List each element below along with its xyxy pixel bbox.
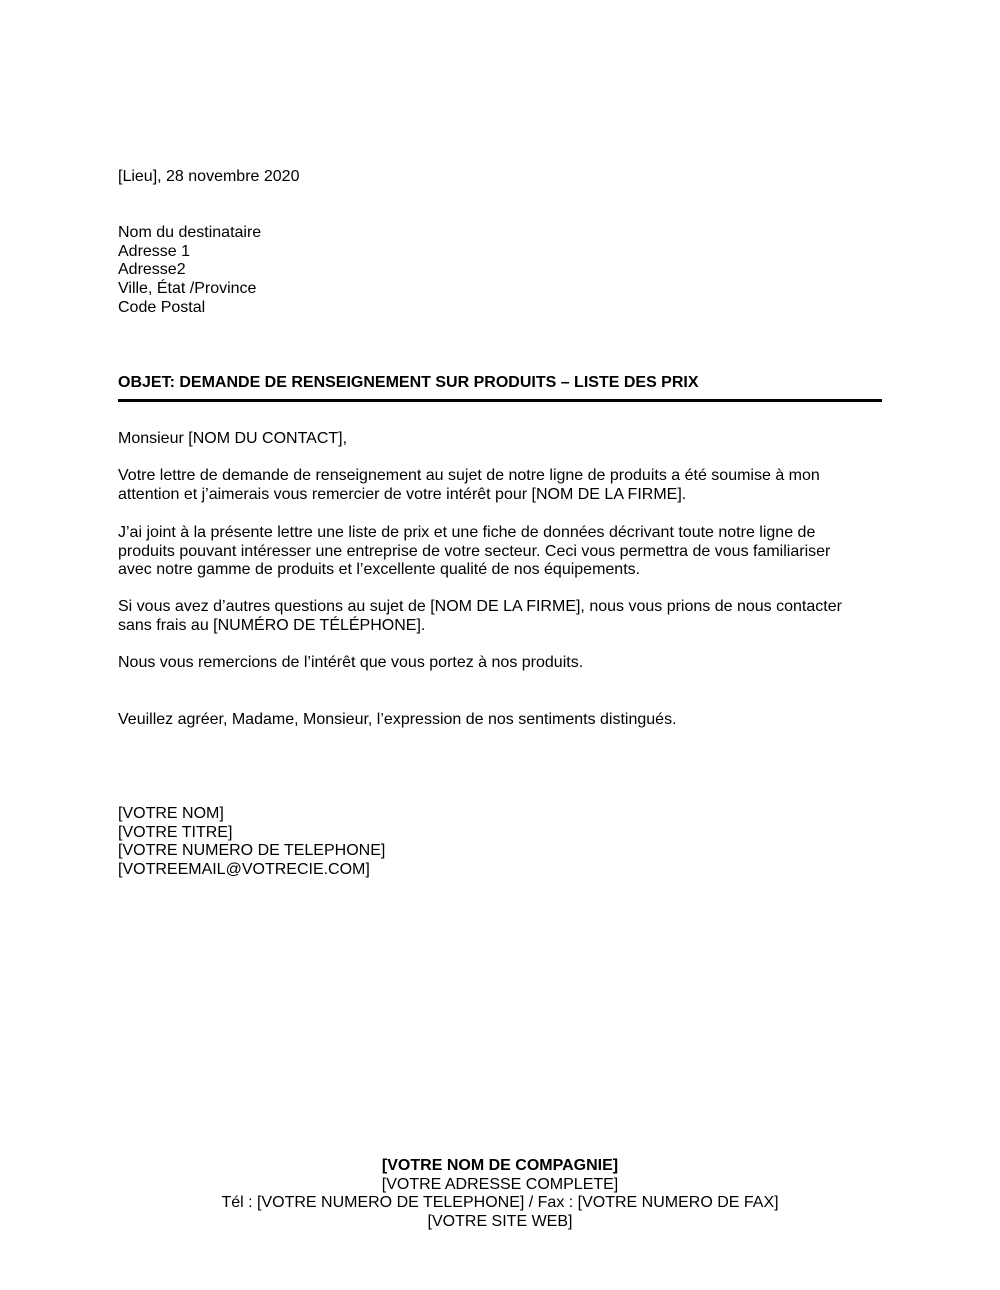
paragraph-line: attention et j’aimerais vous remercier de votre intérêt pour [NOM DE LA FIRME]. xyxy=(118,485,687,503)
subject-line xyxy=(118,374,882,393)
paragraph-line: Nous vous remercions de l’intérêt que vous portez à nos produits. xyxy=(118,654,584,671)
paragraph-4 xyxy=(118,654,882,673)
recipient-name: Nom du destinataire xyxy=(118,224,262,241)
recipient-postal-code: Code Postal xyxy=(118,298,206,316)
signature-title: [VOTRE TITRE] xyxy=(118,823,233,841)
paragraph-2 xyxy=(118,524,882,580)
date-line xyxy=(118,168,882,187)
signature-block xyxy=(118,805,882,880)
recipient-address-block xyxy=(118,224,882,318)
signature-name: [VOTRE NOM] xyxy=(118,805,224,822)
paragraph-1 xyxy=(118,467,882,504)
recipient-address-1: Adresse 1 xyxy=(118,242,191,260)
paragraph-line: J’ai joint à la présente lettre une liste de prix et une fiche de données décrivant toute notre ligne de xyxy=(118,524,816,541)
paragraph-line: Votre lettre de demande de renseignement au sujet de notre ligne de produits a été soumise à mon xyxy=(118,467,820,484)
footer-address: [VOTRE ADRESSE COMPLETE] xyxy=(381,1175,619,1193)
subject-divider xyxy=(118,399,882,402)
signature-phone: [VOTRE NUMERO DE TELEPHONE] xyxy=(118,842,386,860)
recipient-city: Ville, État /Province xyxy=(118,280,257,298)
paragraph-3 xyxy=(118,598,882,635)
paragraph-line: Si vous avez d’autres questions au sujet de [NOM DE LA FIRME], nous vous prions de nous contacter xyxy=(118,598,842,615)
salutation xyxy=(118,430,882,449)
footer-contact: Tél : [VOTRE NUMERO DE TELEPHONE] / Fax : [VOTRE NUMERO DE FAX] xyxy=(221,1194,779,1212)
recipient-address-2: Adresse2 xyxy=(118,261,186,279)
date-text: [Lieu], 28 novembre 2020 xyxy=(118,168,300,185)
footer-website: [VOTRE SITE WEB] xyxy=(427,1213,573,1231)
closing-text: Veuillez agréer, Madame, Monsieur, l’expression de nos sentiments distingués. xyxy=(118,711,677,728)
paragraph-line: sans frais au [NUMÉRO DE TÉLÉPHONE]. xyxy=(118,616,426,634)
footer-company-name: [VOTRE NOM DE COMPAGNIE] xyxy=(381,1157,619,1174)
paragraph-line: produits pouvant intéresser une entreprise de votre secteur. Ceci vous permettra de vous familiariser xyxy=(118,542,831,560)
closing-formula xyxy=(118,711,882,730)
signature-email: [VOTREEMAIL@VOTRECIE.COM] xyxy=(118,861,370,879)
paragraph-line: avec notre gamme de produits et l’excellente qualité de nos équipements. xyxy=(118,561,641,579)
company-footer xyxy=(0,1157,1000,1232)
salutation-text: Monsieur [NOM DU CONTACT], xyxy=(118,430,348,447)
subject-text: OBJET: DEMANDE DE RENSEIGNEMENT SUR PRODUITS – LISTE DES PRIX xyxy=(118,374,699,391)
